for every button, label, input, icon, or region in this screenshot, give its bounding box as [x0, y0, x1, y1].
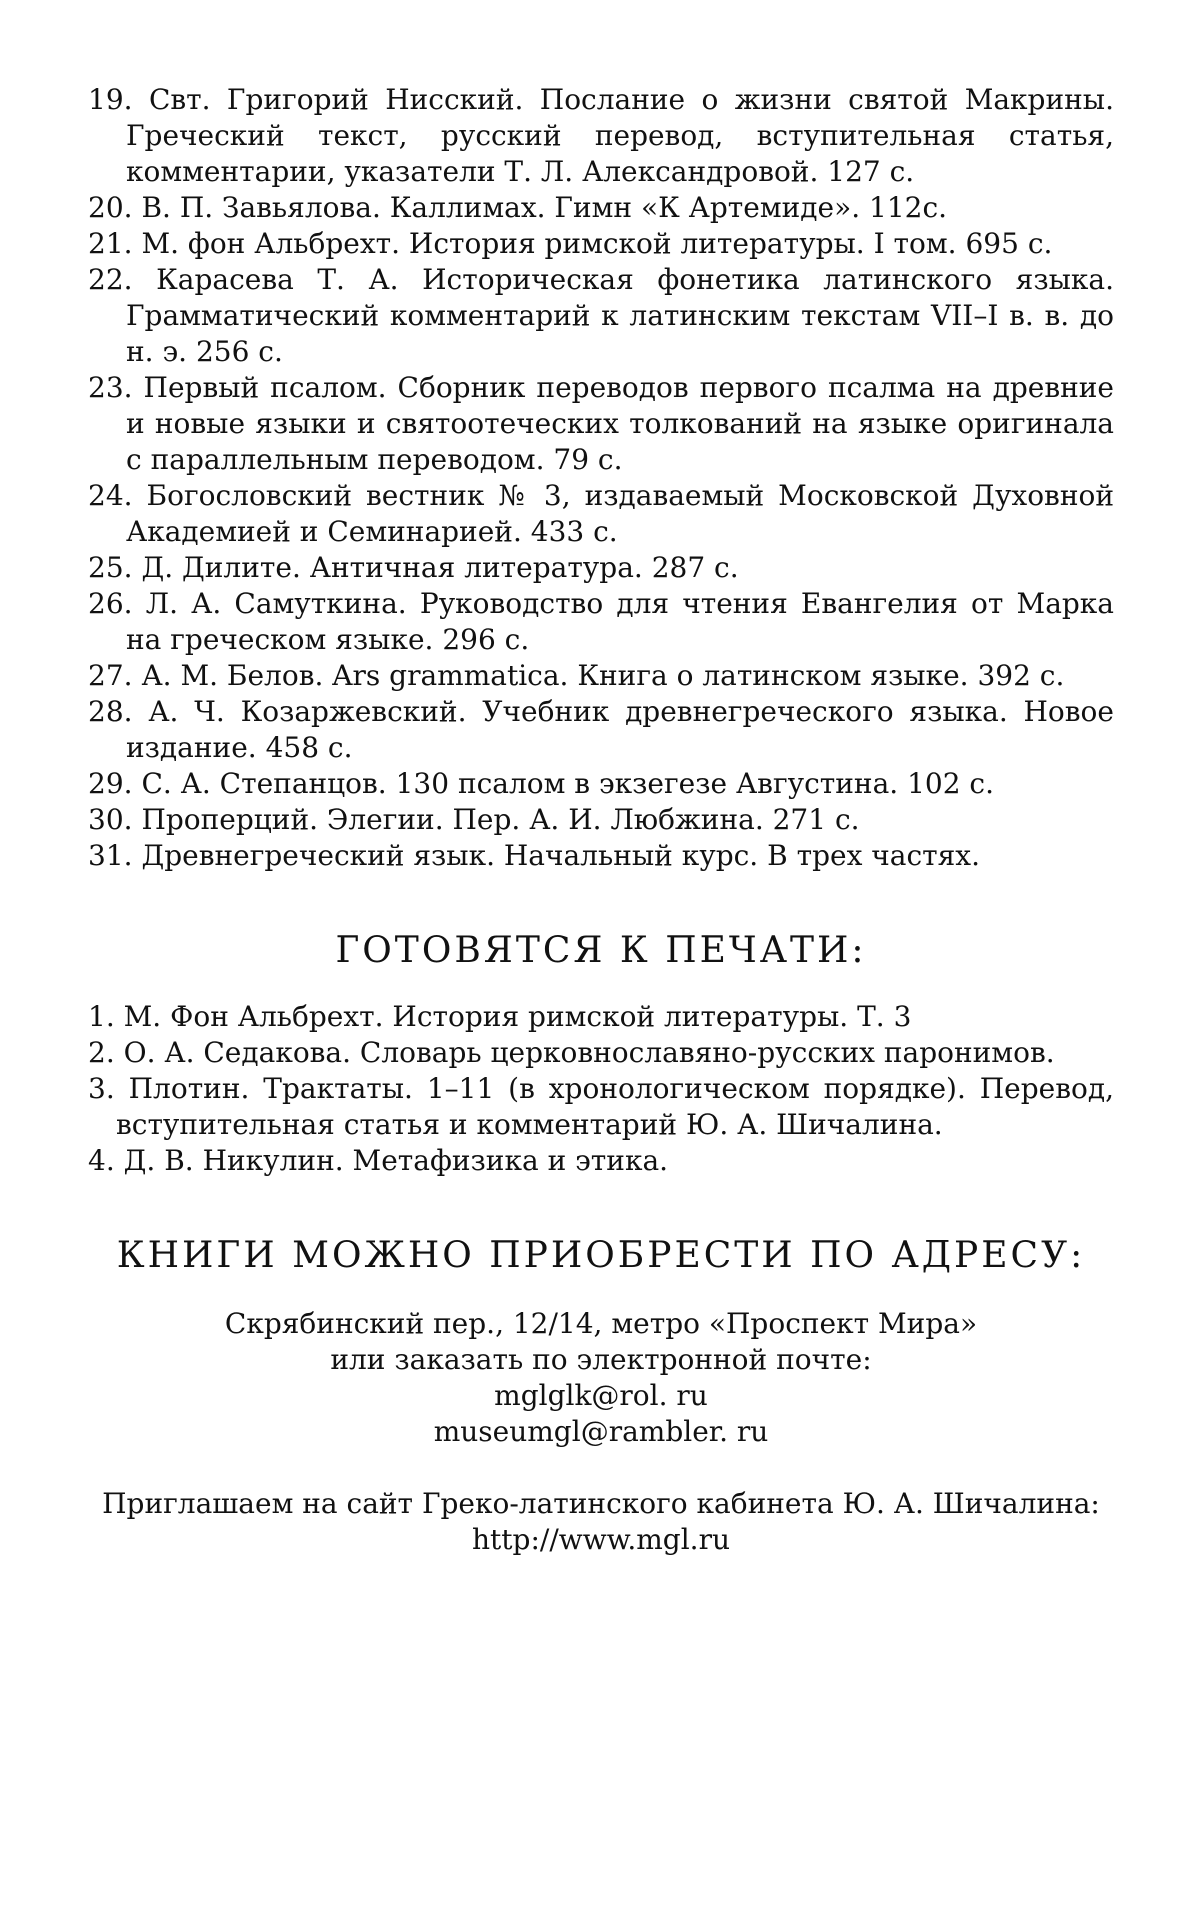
item-text: Свт. Григорий Нисский. Послание о жизни святой Макрины. Греческий текст, русский перевод, вступительная статья, комментарии, указатели Т. Л. Александровой. 127 с.: [126, 83, 1114, 188]
item-number: 24.: [88, 479, 133, 512]
website-link[interactable]: http://www.mgl.ru: [88, 1522, 1114, 1558]
list-item: [88, 82, 1114, 190]
list-item: [88, 190, 1114, 226]
item-text: В. П. Завьялова. Каллимах. Гимн «К Артемиде». 112с.: [141, 191, 947, 224]
address-text: Скрябинский пер., 12/14, метро «Проспект Мира»: [88, 1306, 1114, 1342]
item-text: Карасева Т. А. Историческая фонетика латинского языка. Грамматический комментарий к латинским текстам VII–I в. в. до н. э. 256 с.: [126, 263, 1114, 368]
item-number: 21.: [88, 227, 133, 260]
item-text: Д. В. Никулин. Метафизика и этика.: [124, 1144, 668, 1177]
item-number: 30.: [88, 803, 133, 836]
item-text: Первый псалом. Сборник переводов первого псалма на древние и новые языки и святоотеческих толкований на языке оригинала с параллельным переводом. 79 с.: [126, 371, 1114, 476]
list-item: [88, 766, 1114, 802]
list-item: [88, 1143, 1114, 1179]
order-note: или заказать по электронной почте:: [88, 1342, 1114, 1378]
item-number: 19.: [88, 83, 133, 116]
item-text: Богословский вестник № 3, издаваемый Московской Духовной Академией и Семинарией. 433 с.: [126, 479, 1114, 548]
item-text: А. М. Белов. Ars grammatica. Книга о латинском языке. 392 с.: [141, 659, 1064, 692]
list-item: [88, 694, 1114, 766]
item-number: 23.: [88, 371, 133, 404]
purchase-heading: КНИГИ МОЖНО ПРИОБРЕСТИ ПО АДРЕСУ:: [88, 1235, 1114, 1276]
list-item: [88, 370, 1114, 478]
list-item: [88, 262, 1114, 370]
item-number: 22.: [88, 263, 133, 296]
email-link-1[interactable]: mglglk@rol. ru: [88, 1378, 1114, 1414]
list-item: [88, 658, 1114, 694]
page: [88, 82, 1114, 1558]
list-item: [88, 999, 1114, 1035]
item-number: 28.: [88, 695, 133, 728]
item-number: 3.: [88, 1072, 115, 1105]
list-item: [88, 550, 1114, 586]
list-item: [88, 586, 1114, 658]
item-number: 26.: [88, 587, 133, 620]
list-item: [88, 838, 1114, 874]
item-number: 31.: [88, 839, 133, 872]
item-text: М. Фон Альбрехт. История римской литературы. Т. 3: [124, 1000, 912, 1033]
item-number: 1.: [88, 1000, 115, 1033]
list-item: [88, 1071, 1114, 1143]
published-books-list: [88, 82, 1114, 874]
item-text: Плотин. Трактаты. 1–11 (в хронологическом порядке). Перевод, вступительная статья и комментарий Ю. А. Шичалина.: [116, 1072, 1114, 1141]
list-item: [88, 802, 1114, 838]
item-number: 4.: [88, 1144, 115, 1177]
invite-block: [88, 1486, 1114, 1558]
list-item: [88, 1035, 1114, 1071]
upcoming-books-list: [88, 999, 1114, 1179]
item-number: 25.: [88, 551, 133, 584]
item-text: Л. А. Самуткина. Руководство для чтения Евангелия от Марка на греческом языке. 296 с.: [126, 587, 1114, 656]
item-number: 20.: [88, 191, 133, 224]
upcoming-heading: ГОТОВЯТСЯ К ПЕЧАТИ:: [88, 930, 1114, 971]
item-number: 2.: [88, 1036, 115, 1069]
item-text: С. А. Степанцов. 130 псалом в экзегезе Августина. 102 с.: [141, 767, 994, 800]
item-text: М. фон Альбрехт. История римской литературы. I том. 695 с.: [141, 227, 1052, 260]
list-item: [88, 478, 1114, 550]
item-text: А. Ч. Козаржевский. Учебник древнегреческого языка. Новое издание. 458 с.: [126, 695, 1114, 764]
contact-block: [88, 1306, 1114, 1450]
item-number: 27.: [88, 659, 133, 692]
item-text: О. А. Седакова. Словарь церковнославяно-русских паронимов.: [124, 1036, 1055, 1069]
email-link-2[interactable]: museumgl@rambler. ru: [88, 1414, 1114, 1450]
item-number: 29.: [88, 767, 133, 800]
invite-text: Приглашаем на сайт Греко-латинского кабинета Ю. А. Шичалина:: [88, 1486, 1114, 1522]
item-text: Древнегреческий язык. Начальный курс. В трех частях.: [141, 839, 980, 872]
item-text: Проперций. Элегии. Пер. А. И. Любжина. 271 с.: [141, 803, 859, 836]
item-text: Д. Дилите. Античная литература. 287 с.: [141, 551, 738, 584]
list-item: [88, 226, 1114, 262]
